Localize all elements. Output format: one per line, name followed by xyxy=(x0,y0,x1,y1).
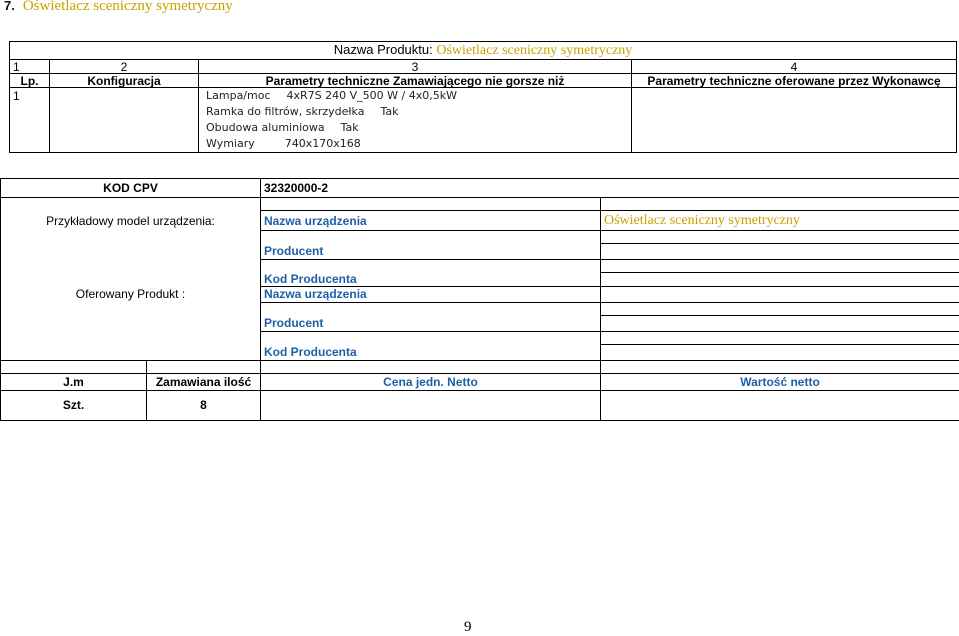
column-number: 2 xyxy=(50,60,199,74)
product-name-label: Nazwa Produktu: xyxy=(333,42,433,57)
offer-table xyxy=(0,178,959,421)
kod-cpv-row xyxy=(1,179,959,198)
offered-code-value[interactable] xyxy=(601,344,959,360)
offered-field-producer: Producent xyxy=(261,315,601,331)
param-line xyxy=(202,88,628,104)
param-value: 740x170x168 xyxy=(284,137,361,150)
header-required: Parametry techniczne Zamawiającego nie gorsze niż xyxy=(199,74,632,88)
example-field-name: Nazwa urządzenia xyxy=(261,211,601,231)
offered-name-row xyxy=(1,286,959,302)
row-config xyxy=(50,88,199,153)
header-lp: Lp. xyxy=(10,74,50,88)
page-number: 9 xyxy=(464,619,472,635)
param-key: Lampa/moc xyxy=(206,89,271,102)
offered-producer-value[interactable] xyxy=(601,315,959,331)
param-value: Tak xyxy=(380,105,399,118)
offered-code-row xyxy=(1,344,959,360)
order-value-cell[interactable] xyxy=(601,390,959,420)
example-model-label: Przykładowy model urządzenia: xyxy=(1,211,261,231)
column-number: 4 xyxy=(632,60,957,74)
order-header-price: Cena jedn. Netto xyxy=(261,373,601,390)
specification-table xyxy=(9,41,957,153)
kod-cpv-label: KOD CPV xyxy=(1,179,261,198)
param-value: Tak xyxy=(340,121,359,134)
order-unit: Szt. xyxy=(1,390,147,420)
example-name-row xyxy=(1,211,959,231)
header-offered: Parametry techniczne oferowane przez Wykonawcę xyxy=(632,74,957,88)
offered-name-value[interactable] xyxy=(601,286,959,302)
order-header-row xyxy=(1,373,959,390)
header-row xyxy=(10,74,957,88)
param-key: Wymiary xyxy=(206,137,255,150)
param-line xyxy=(202,136,628,152)
row-offered-params[interactable] xyxy=(632,88,957,153)
example-field-producer: Producent xyxy=(261,244,601,260)
offered-producer-row xyxy=(1,315,959,331)
example-code-row xyxy=(1,273,959,287)
row-params xyxy=(199,88,632,153)
section-number: 7. xyxy=(4,0,15,13)
header-config: Konfiguracja xyxy=(50,74,199,88)
kod-cpv-value: 32320000-2 xyxy=(261,179,601,198)
order-header-qty: Zamawiana ilość xyxy=(147,373,261,390)
offered-field-name: Nazwa urządzenia xyxy=(261,286,601,302)
example-name-value: Oświetlacz sceniczny symetryczny xyxy=(601,211,959,231)
order-header-unit: J.m xyxy=(1,373,147,390)
example-field-code: Kod Producenta xyxy=(261,273,601,287)
order-header-value: Wartość netto xyxy=(601,373,959,390)
column-number: 3 xyxy=(199,60,632,74)
param-line xyxy=(202,120,628,136)
offered-product-label: Oferowany Produkt : xyxy=(1,286,261,302)
order-row xyxy=(1,390,959,420)
example-producer-value[interactable] xyxy=(601,244,959,260)
example-producer-row xyxy=(1,244,959,260)
product-name-value: Oświetlacz sceniczny symetryczny xyxy=(436,43,633,58)
param-key: Ramka do filtrów, skrzydełka xyxy=(206,105,365,118)
spec-row xyxy=(10,88,957,153)
example-code-value[interactable] xyxy=(601,273,959,287)
param-value: 4xR7S 240 V_500 W / 4x0,5kW xyxy=(286,89,457,102)
product-name-row xyxy=(10,42,957,60)
row-lp: 1 xyxy=(10,88,50,153)
section-heading xyxy=(4,0,233,15)
column-number-row xyxy=(10,60,957,74)
column-number: 1 xyxy=(10,60,50,74)
order-price-cell[interactable] xyxy=(261,390,601,420)
section-title: Oświetlacz sceniczny symetryczny xyxy=(22,0,233,14)
param-line xyxy=(202,104,628,120)
offered-field-code: Kod Producenta xyxy=(261,344,601,360)
param-key: Obudowa aluminiowa xyxy=(206,121,325,134)
order-qty: 8 xyxy=(147,390,261,420)
